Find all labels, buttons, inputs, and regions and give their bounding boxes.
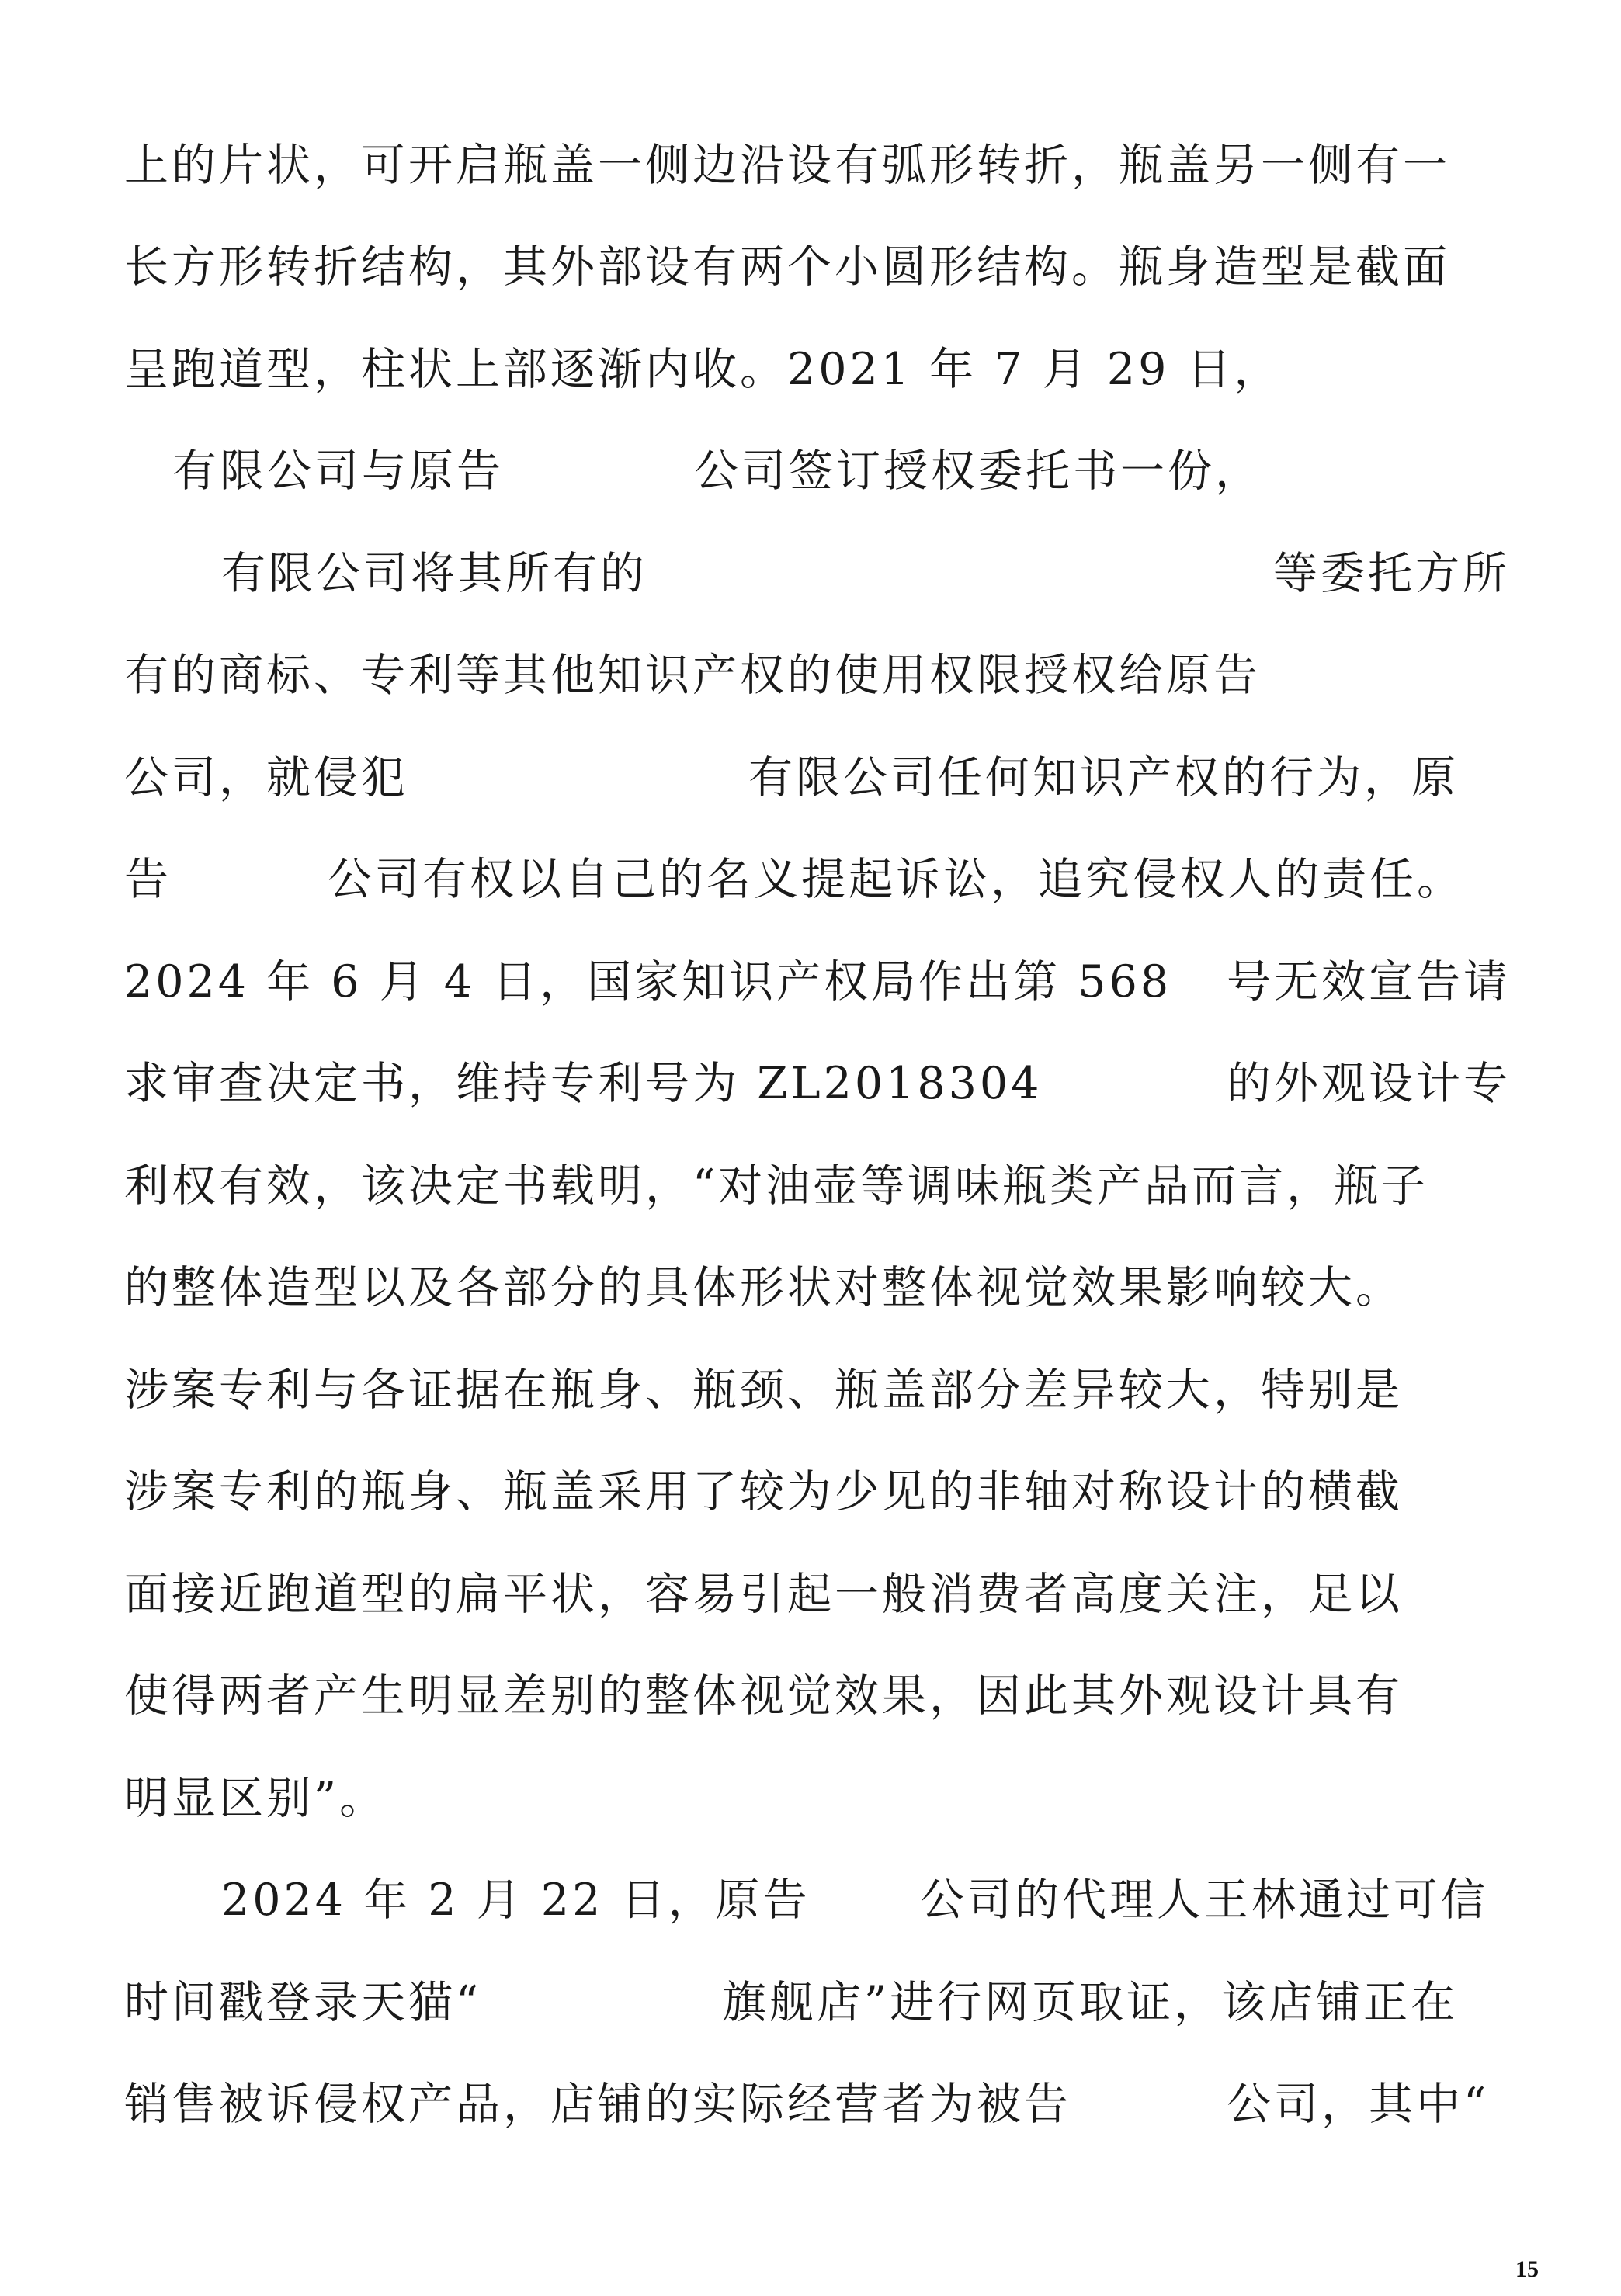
text-line xyxy=(0,331,1621,408)
text-line xyxy=(0,1147,1621,1225)
line-text: 的整体造型以及各部分的具体形状对整体视觉效果影响较大。 xyxy=(124,1262,1403,1313)
line-text: 有限公司任何知识产权的行为，原 xyxy=(748,752,1459,803)
text-line xyxy=(0,1453,1621,1531)
line-text: 利权有效，该决定书载明，“对油壶等调味瓶类产品而言，瓶子 xyxy=(124,1160,1429,1212)
text-line xyxy=(0,1249,1621,1327)
text-line xyxy=(0,943,1621,1021)
line-text: 涉案专利与各证据在瓶身、瓶颈、瓶盖部分差异较大，特别是 xyxy=(124,1365,1403,1416)
text-line xyxy=(0,2065,1621,2143)
text-line xyxy=(0,535,1621,612)
text-line xyxy=(0,127,1621,204)
text-line xyxy=(0,432,1621,510)
line-text: 销售被诉侵权产品，店铺的实际经营者为被告 xyxy=(124,2079,1071,2130)
line-text: 2024 年 6 月 4 日，国家知识产权局作出第 568 xyxy=(124,956,1172,1008)
line-text: 明显区别”。 xyxy=(124,1773,387,1824)
line-text: 使得两者产生明显差别的整体视觉效果，因此其外观设计具有 xyxy=(124,1670,1403,1722)
line-text: 呈跑道型，柱状上部逐渐内收。2021 年 7 月 29 日， xyxy=(124,344,1282,395)
line-text: 公司签订授权委托书一份， xyxy=(694,446,1262,497)
text-line xyxy=(0,1964,1621,2041)
line-text: 有的商标、专利等其他知识产权的使用权限授权给原告 xyxy=(124,650,1261,701)
line-text: 公司有权以自己的名义提起诉讼，追究侵权人的责任。 xyxy=(328,854,1464,905)
text-line xyxy=(0,228,1621,306)
line-text: 上的片状，可开启瓶盖一侧边沿设有弧形转折，瓶盖另一侧有一 xyxy=(124,140,1450,191)
line-text: 告 xyxy=(124,854,172,905)
line-text: 旗舰店”进行网页取证，该店铺正在 xyxy=(722,1977,1459,2028)
line-text: 有限公司将其所有的 xyxy=(221,548,647,599)
line-text: 号无效宣告请 xyxy=(1227,956,1511,1008)
line-text: 时间戳登录天猫“ xyxy=(124,1977,482,2028)
line-text: 面接近跑道型的扁平状，容易引起一般消费者高度关注，足以 xyxy=(124,1569,1403,1620)
text-line xyxy=(0,1556,1621,1633)
text-line xyxy=(0,1045,1621,1122)
text-line xyxy=(0,1760,1621,1837)
line-text: 2024 年 2 月 22 日，原告 xyxy=(221,1875,810,1926)
line-text: 有限公司与原告 xyxy=(172,446,504,497)
line-text: 公司，其中“ xyxy=(1227,2079,1490,2130)
line-text: 等委托方所 xyxy=(1273,548,1510,599)
line-text: 长方形转折结构，其外部设有两个小圆形结构。瓶身造型是截面 xyxy=(124,241,1450,293)
line-text: 涉案专利的瓶身、瓶盖采用了较为少见的非轴对称设计的横截 xyxy=(124,1466,1403,1517)
text-line xyxy=(0,636,1621,714)
text-line xyxy=(0,1657,1621,1735)
text-line xyxy=(0,1861,1621,1939)
text-line xyxy=(0,841,1621,918)
line-text: 求审查决定书，维持专利号为 ZL2018304 xyxy=(124,1058,1043,1109)
page-number: 15 xyxy=(1515,2256,1539,2282)
line-text: 公司的代理人王林通过可信 xyxy=(920,1875,1488,1926)
text-line xyxy=(0,739,1621,817)
text-line xyxy=(0,1351,1621,1429)
line-text: 的外观设计专 xyxy=(1227,1058,1511,1109)
line-text: 公司，就侵犯 xyxy=(124,752,408,803)
